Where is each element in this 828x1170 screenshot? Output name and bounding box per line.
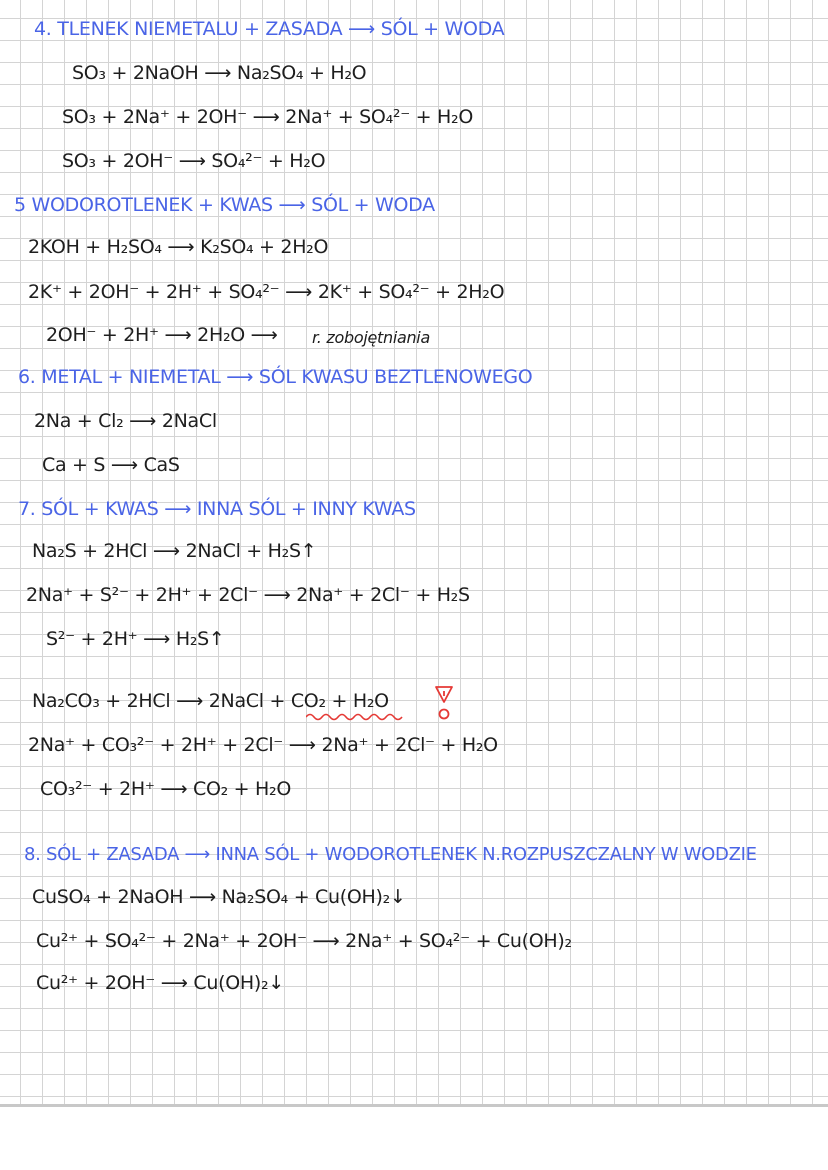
section-6-heading: 6. METAL + NIEMETAL ⟶ SÓL KWASU BEZTLENOWEGO <box>18 366 533 388</box>
section-8-equation-1: CuSO₄ + 2NaOH ⟶ Na₂SO₄ + Cu(OH)₂↓ <box>32 886 406 908</box>
section-7-equation-3: S²⁻ + 2H⁺ ⟶ H₂S↑ <box>46 628 225 650</box>
section-5-equation-3: 2OH⁻ + 2H⁺ ⟶ 2H₂O ⟶ <box>46 324 278 346</box>
section-8-equation-2: Cu²⁺ + SO₄²⁻ + 2Na⁺ + 2OH⁻ ⟶ 2Na⁺ + SO₄²⁻ + Cu(OH)₂ <box>36 930 572 952</box>
section-4-equation-3: SO₃ + 2OH⁻ ⟶ SO₄²⁻ + H₂O <box>62 150 326 172</box>
section-5-equation-2: 2K⁺ + 2OH⁻ + 2H⁺ + SO₄²⁻ ⟶ 2K⁺ + SO₄²⁻ + 2H₂O <box>28 281 505 303</box>
section-4-heading: 4. TLENEK NIEMETALU + ZASADA ⟶ SÓL + WODA <box>34 18 505 40</box>
warning-mark-icon <box>433 684 455 724</box>
section-7-equation-5: 2Na⁺ + CO₃²⁻ + 2H⁺ + 2Cl⁻ ⟶ 2Na⁺ + 2Cl⁻ + H₂O <box>28 734 498 756</box>
section-7-equation-1: Na₂S + 2HCl ⟶ 2NaCl + H₂S↑ <box>32 540 317 562</box>
section-4-equation-1: SO₃ + 2NaOH ⟶ Na₂SO₄ + H₂O <box>72 62 367 84</box>
section-6-equation-1: 2Na + Cl₂ ⟶ 2NaCl <box>34 410 217 432</box>
section-5-equation-1: 2KOH + H₂SO₄ ⟶ K₂SO₄ + 2H₂O <box>28 236 329 258</box>
section-6-equation-2: Ca + S ⟶ CaS <box>42 454 180 476</box>
page-edge <box>0 1104 828 1107</box>
section-7-equation-2: 2Na⁺ + S²⁻ + 2H⁺ + 2Cl⁻ ⟶ 2Na⁺ + 2Cl⁻ + H₂S <box>26 584 470 606</box>
section-7-equation-4: Na₂CO₃ + 2HCl ⟶ 2NaCl + CO₂ + H₂O <box>32 690 389 712</box>
section-7-equation-6: CO₃²⁻ + 2H⁺ ⟶ CO₂ + H₂O <box>40 778 292 800</box>
section-8-equation-3: Cu²⁺ + 2OH⁻ ⟶ Cu(OH)₂↓ <box>36 972 284 994</box>
section-8-heading: 8. SÓL + ZASADA ⟶ INNA SÓL + WODOROTLENEK N.ROZPUSZCZALNY W WODZIE <box>24 844 757 865</box>
underline-squiggle <box>306 712 404 722</box>
section-5-heading: 5 WODOROTLENEK + KWAS ⟶ SÓL + WODA <box>14 194 435 216</box>
section-7-heading: 7. SÓL + KWAS ⟶ INNA SÓL + INNY KWAS <box>18 498 416 520</box>
section-5-note: r. zobojętniania <box>312 328 430 347</box>
section-4-equation-2: SO₃ + 2Na⁺ + 2OH⁻ ⟶ 2Na⁺ + SO₄²⁻ + H₂O <box>62 106 473 128</box>
